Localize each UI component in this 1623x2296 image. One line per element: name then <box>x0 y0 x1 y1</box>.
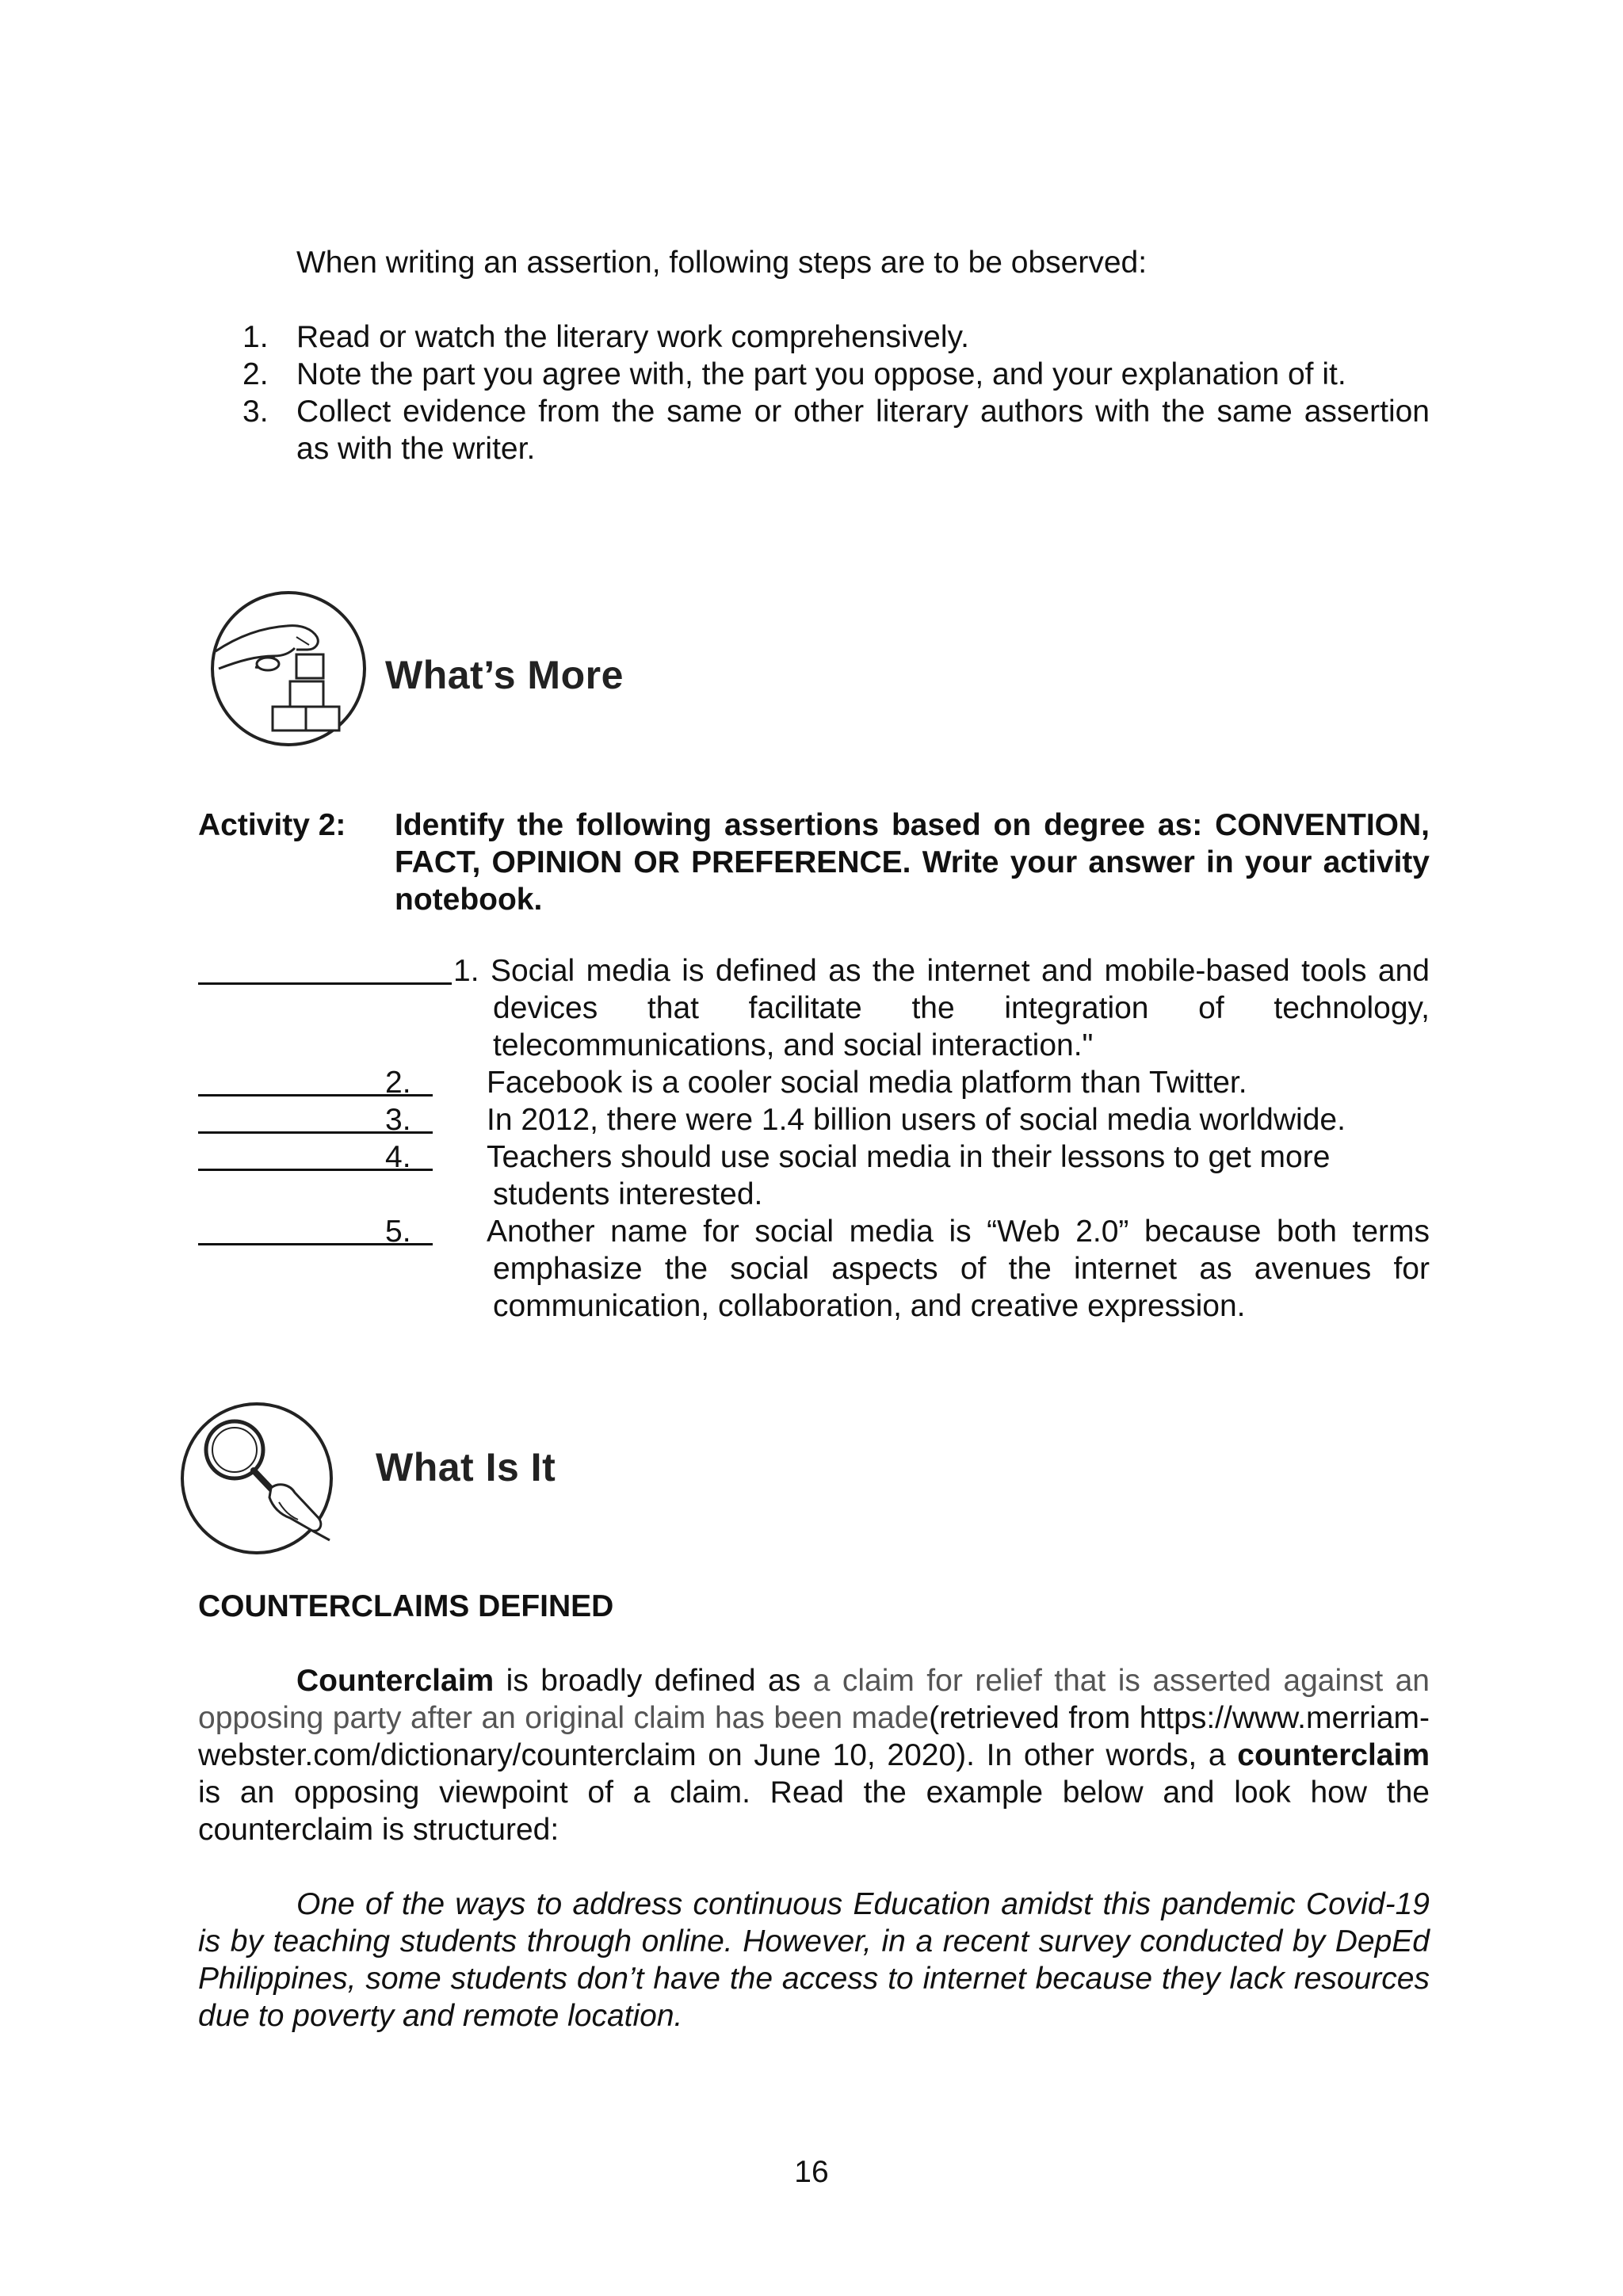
answer-blank[interactable] <box>198 1094 433 1097</box>
step-number: 2. <box>242 357 269 391</box>
list-item <box>242 318 1430 356</box>
answer-blank[interactable] <box>198 1131 433 1134</box>
text: (retrieved from https://www.merriam-webster.com/dictionary/counterclaim on June 10, 2020). In other words, a <box>198 1701 1430 1772</box>
step-number: 3. <box>242 395 269 429</box>
activity-label: Activity 2: <box>198 808 346 842</box>
answer-blank[interactable] <box>198 1243 433 1245</box>
list-item <box>198 1213 1430 1325</box>
step-text: Note the part you agree with, the part you oppose, and your explanation of it. <box>296 357 1346 391</box>
list-item <box>198 1101 1430 1138</box>
question-text: Teachers should use social media in their lessons to get more students interested. <box>487 1140 1331 1211</box>
question-text: Facebook is a cooler social media platform than Twitter. <box>487 1066 1247 1100</box>
counterclaims-heading: COUNTERCLAIMS DEFINED <box>198 1589 614 1623</box>
question-number: 4. <box>385 1140 411 1174</box>
question-number: 2. <box>385 1066 411 1100</box>
answer-blank[interactable] <box>198 1169 433 1171</box>
question-list <box>198 952 1430 1325</box>
answer-blank[interactable] <box>198 982 452 985</box>
list-item <box>242 356 1430 393</box>
example-paragraph <box>198 1886 1430 2035</box>
step-text: Read or watch the literary work comprehensively. <box>296 320 969 354</box>
question-text: In 2012, there were 1.4 billion users of social media worldwide. <box>487 1103 1346 1137</box>
question-number: 5. <box>385 1215 411 1249</box>
page-number: 16 <box>794 2155 829 2189</box>
step-number: 1. <box>242 320 269 354</box>
definition-paragraph <box>198 1662 1430 1848</box>
step-text: Collect evidence from the same or other literary authors with the same assertion as with the writer. <box>296 395 1430 466</box>
term: counterclaim <box>1237 1738 1430 1772</box>
hand-blocks-icon <box>208 588 374 751</box>
list-item <box>198 952 1430 1064</box>
term: Counterclaim <box>296 1664 495 1698</box>
list-item <box>198 1138 1430 1213</box>
section-title-what-is-it: What Is It <box>376 1445 556 1489</box>
question-number: 1. <box>453 954 479 988</box>
list-item <box>242 393 1430 467</box>
activity-instruction: Identify the following assertions based on degree as: CONVENTION, FACT, OPINION OR PREFERENCE. Write your answer in your activity notebook. <box>395 808 1430 917</box>
section-title-whats-more: What’s More <box>385 653 624 697</box>
example-text: One of the ways to address continuous Education amidst this pandemic Covid-19 is by teaching students through online. However, in a recent survey conducted by DepEd Philippines, some students don’t have the access to internet because they lack resources due to poverty and remote location. <box>198 1887 1430 2033</box>
steps-list <box>242 318 1430 467</box>
list-item <box>198 1064 1430 1101</box>
intro-text: When writing an assertion, following steps are to be observed: <box>296 246 1148 280</box>
question-text: Social media is defined as the internet and mobile-based tools and devices that facilitate the integration of technology, telecommunications, and social interaction." <box>490 954 1430 1062</box>
text: is an opposing viewpoint of a claim. Read the example below and look how the counterclaim is structured: <box>198 1775 1430 1847</box>
magnifying-glass-icon <box>179 1399 338 1558</box>
definition-quote: a claim for relief that is asserted against an opposing party after an original claim has been made <box>198 1664 1430 1735</box>
question-number: 3. <box>385 1103 411 1137</box>
question-text: Another name for social media is “Web 2.0” because both terms emphasize the social aspects of the internet as avenues for communication, collaboration, and creative expression. <box>487 1215 1430 1323</box>
text: is broadly defined as <box>494 1664 813 1698</box>
